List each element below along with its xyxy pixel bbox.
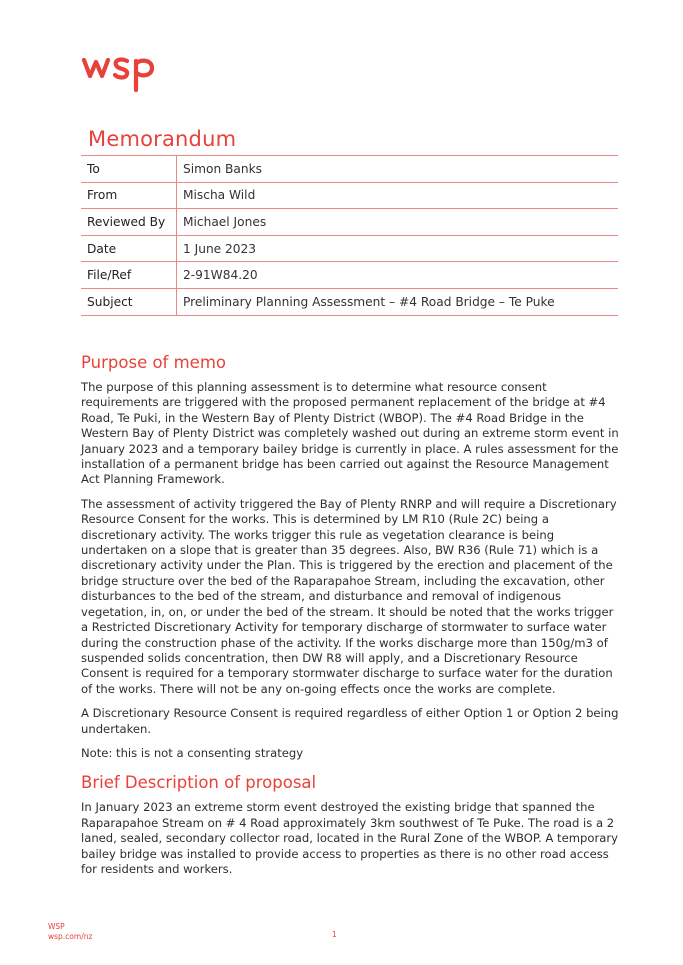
meta-row-date — [81, 235, 618, 262]
meta-value: Mischa Wild — [177, 182, 619, 209]
body-paragraph: In January 2023 an extreme storm event destroyed the existing bridge that spanned the Raparapahoe Stream on # 4 Road approximately 3km southwest of Te Puke. The road is a 2 laned, sealed, secondary collector road, located in the Rural Zone of the WBOP. A temporary bailey bridge was installed to provide access to properties as there is no other road access for residents and workers. — [81, 800, 618, 876]
meta-value: Michael Jones — [177, 209, 619, 236]
body-paragraph: The purpose of this planning assessment is to determine what resource consent requirements are triggered with the proposed permanent replacement of the bridge at #4 Road, Te Puki, in the Western Bay of Plenty District (WBOP). The #4 Road Bridge in the Western Bay of Plenty District was completely washed out during an extreme storm event in January 2023 and a temporary bailey bridge is currently in place. A rules assessment for the installation of a permanent bridge has been carried out against the Resource Management Act Planning Framework. — [81, 380, 619, 487]
meta-row-reviewed-by — [81, 209, 618, 236]
meta-value: Preliminary Planning Assessment – #4 Road Bridge – Te Puke — [177, 288, 619, 315]
meta-value: 2-91W84.20 — [177, 262, 619, 289]
meta-value: 1 June 2023 — [177, 235, 619, 262]
footer-website: wsp.com/nz — [48, 932, 93, 941]
meta-row-subject — [81, 288, 618, 315]
meta-label: Date — [81, 235, 177, 262]
body-paragraph: The assessment of activity triggered the Bay of Plenty RNRP and will require a Discretionary Resource Consent for the works. This is determined by LM R10 (Rule 2C) being a discretionary activity. The works trigger this rule as vegetation clearance is being undertaken on a slope that is greater than 35 degrees. Also, BW R36 (Rule 71) which is a discretionary activity under the Plan. This is triggered by the erection and placement of the bridge structure over the bed of the Raparapahoe Stream, including the excavation, other disturbances to the bed of the stream, and disturbance and removal of indigenous vegetation, in, on, or under the bed of the stream. It should be noted that the works trigger a Restricted Discretionary Activity for temporary discharge of stormwater to surface water during the construction phase of the activity. If the works discharge more than 150g/m3 of suspended solids concentration, then DW R8 will apply, and a Discretionary Resource Consent is required for a temporary stormwater discharge to surface water for the duration of the works. There will not be any on-going effects once the works are complete. — [81, 496, 617, 696]
meta-row-to — [81, 156, 618, 183]
footer-company: WSP — [48, 922, 65, 931]
memo-meta-table — [81, 155, 618, 316]
footer-company-info — [48, 922, 92, 942]
meta-row-from — [81, 182, 618, 209]
memo-title: Memorandum — [88, 127, 237, 151]
meta-label: Subject — [81, 288, 177, 315]
wsp-logo — [81, 54, 157, 94]
body-paragraph: A Discretionary Resource Consent is required regardless of either Option 1 or Option 2 being undertaken. — [81, 706, 619, 736]
section-heading-purpose: Purpose of memo — [81, 353, 227, 372]
memo-body — [81, 353, 621, 886]
body-paragraph: Note: this is not a consenting strategy — [81, 745, 304, 760]
section-heading-description: Brief Description of proposal — [81, 773, 317, 793]
page-number: 1 — [332, 930, 337, 939]
meta-row-file-ref — [81, 262, 618, 289]
meta-label: To — [81, 156, 177, 183]
meta-label: From — [81, 182, 177, 209]
meta-label: Reviewed By — [81, 209, 177, 236]
meta-value: Simon Banks — [177, 156, 619, 183]
meta-label: File/Ref — [81, 262, 177, 289]
